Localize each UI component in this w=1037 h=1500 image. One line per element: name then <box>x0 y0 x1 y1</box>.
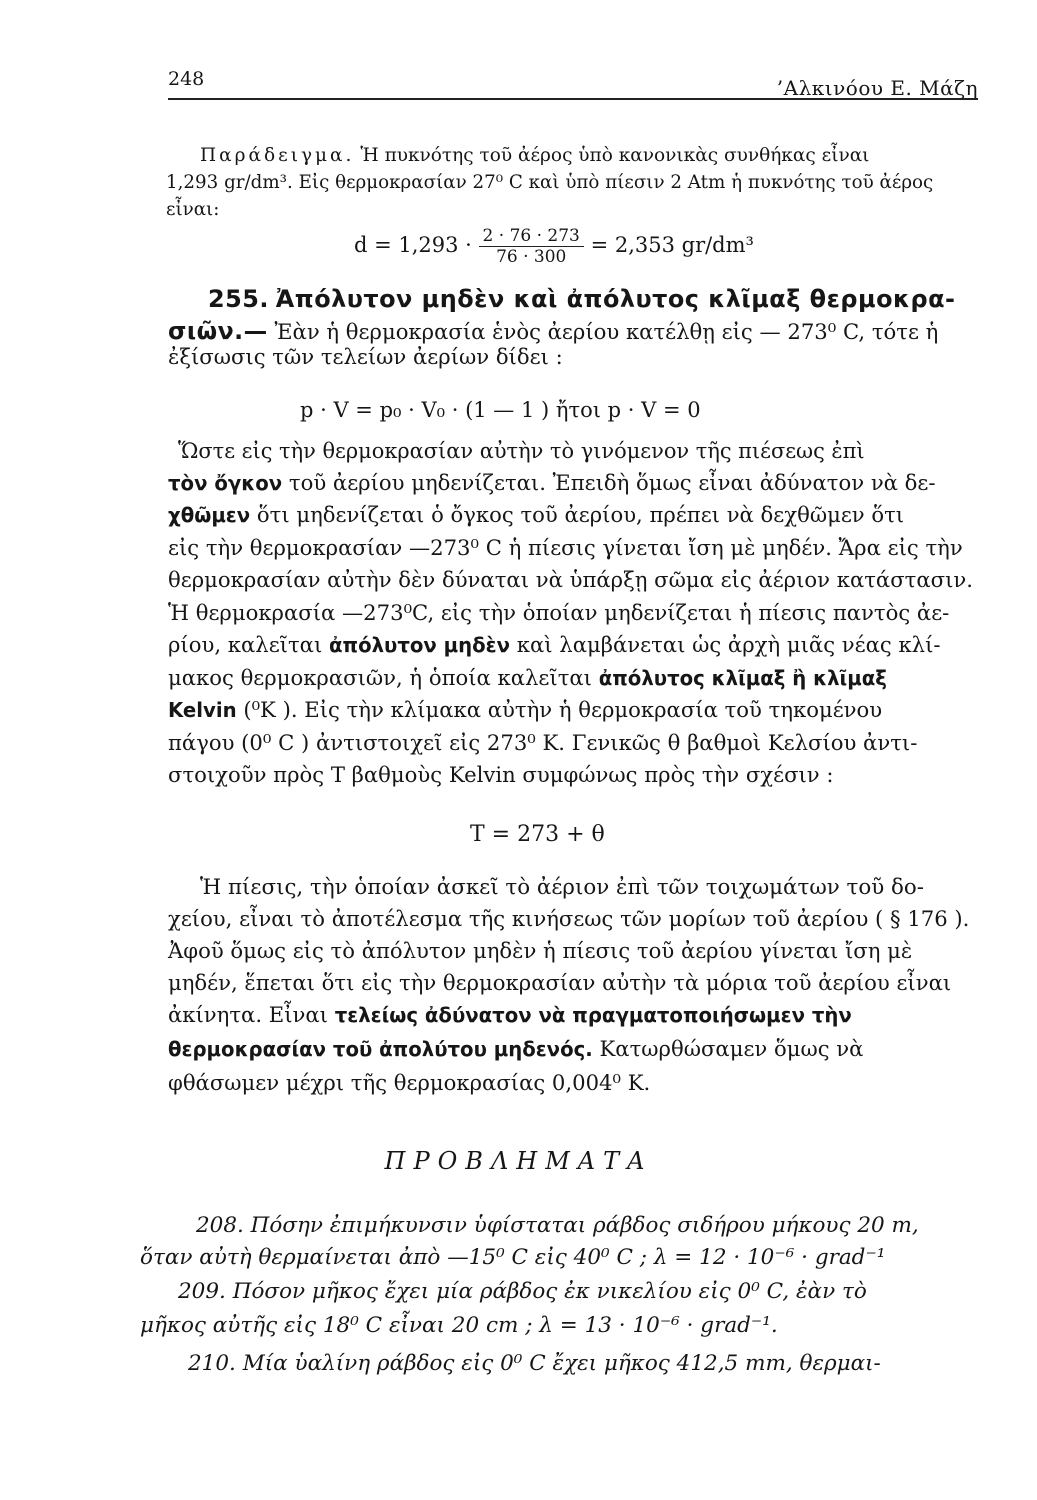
problem-208-line-1: 208. Πόσην ἐπιμήκυνσιν ὑφίσταται ράβδος σιδήρου μήκους 20 m, <box>196 1213 919 1238</box>
section-255-line-4: τὸν ὄγκον τοῦ ἀερίου μηδενίζεται. Ἐπειδὴ ὅμως εἶναι ἀδύνατον νὰ δε- <box>168 471 936 496</box>
example-line-2: 1,293 gr/dm³. Εἰς θερμοκρασίαν 27⁰ C καὶ ὑπὸ πίεσιν 2 Atm ἡ πυκνότης τοῦ ἀέρος <box>166 172 934 193</box>
problem-209-line-1: 209. Πόσον μῆκος ἔχει μία ράβδος ἐκ νικελίου εἰς 0⁰ C, ἐὰν τὸ <box>178 1279 867 1304</box>
section-255-heading: 255. Ἀπόλυτον μηδὲν καὶ ἀπόλυτος κλῖμαξ θερμοκρα- <box>208 285 956 313</box>
section-255-line-5: χθῶμεν ὅτι μηδενίζεται ὁ ὄγκος τοῦ ἀερίου, πρέπει νὰ δεχθῶμεν ὅτι <box>168 503 905 528</box>
section-255-line-19: θερμοκρασίαν τοῦ ἀπολύτου μηδενός. Κατωρθώσαμεν ὅμως νὰ <box>168 1037 864 1062</box>
running-head: ’Αλκινόου Ε. Μάζη <box>776 76 978 100</box>
problems-heading: ΠΡΟΒΛΗΜΑΤΑ <box>384 1147 653 1175</box>
example-line-3: εἶναι: <box>166 199 220 220</box>
section-255-line-17: μηδέν, ἕπεται ὅτι εἰς τὴν θερμοκρασίαν αὐτὴν τὰ μόρια τοῦ ἀερίου εἶναι <box>168 971 952 996</box>
page-header <box>168 62 978 102</box>
ideal-gas-equation: p · V = p₀ · V₀ · (1 — 1 ) ἤτοι p · V = 0 <box>300 398 701 422</box>
section-255-line-15: χείου, εἶναι τὸ ἀποτέλεσμα τῆς κινήσεως τῶν μορίων τοῦ ἀερίου ( § 176 ). <box>168 907 970 932</box>
density-equation: d = 1,293 · $\frac{2 \cdot 76 \cdot 273}{76 \cdot 300}$ = 2,353 gr/dm³ <box>354 226 754 267</box>
problem-209-line-2: μῆκος αὐτῆς εἰς 18⁰ C εἶναι 20 cm ; λ = 13 · 10⁻⁶ · grad⁻¹. <box>140 1313 778 1338</box>
section-255-line-20: φθάσωμεν μέχρι τῆς θερμοκρασίας 0,004⁰ K. <box>168 1071 651 1096</box>
section-255-line-1: σιῶν.— Ἐὰν ἡ θερμοκρασία ἑνὸς ἀερίου κατέλθῃ εἰς — 273⁰ C, τότε ἡ <box>168 317 939 345</box>
problem-210-line-1: 210. Μία ὑαλίνη ράβδος εἰς 0⁰ C ἔχει μῆκος 412,5 mm, θερμαι- <box>188 1351 881 1376</box>
header-rule <box>168 98 978 100</box>
section-255-line-8: Ἡ θερμοκρασία —273⁰C, εἰς τὴν ὁποίαν μηδενίζεται ἡ πίεσις παντὸς ἀε- <box>168 601 950 626</box>
section-255-line-11: Kelvin (⁰K ). Εἰς τὴν κλίμακα αὐτὴν ἡ θερμοκρασία τοῦ τηκομένου <box>168 698 883 723</box>
section-255-line-7: θερμοκρασίαν αὐτὴν δὲν δύναται νὰ ὑπάρξῃ σῶμα εἰς ἀέριον κατάστασιν. <box>168 568 973 593</box>
problem-208-line-2: ὅταν αὐτὴ θερμαίνεται ἀπὸ —15⁰ C εἰς 40⁰ C ; λ = 12 · 10⁻⁶ · grad⁻¹ <box>140 1245 886 1270</box>
example-line-1: Παράδειγμα. Ἡ πυκνότης τοῦ ἀέρος ὑπὸ κανονικὰς συνθήκας εἶναι <box>200 145 870 166</box>
section-255-line-6: εἰς τὴν θερμοκρασίαν —273⁰ C ἡ πίεσις γίνεται ἴση μὲ μηδέν. Ἄρα εἰς τὴν <box>168 536 963 561</box>
section-255-line-9: ρίου, καλεῖται ἀπόλυτον μηδὲν καὶ λαμβάνεται ὡς ἀρχὴ μιᾶς νέας κλί- <box>168 633 941 658</box>
section-255-line-16: Ἀφοῦ ὅμως εἰς τὸ ἀπόλυτον μηδὲν ἡ πίεσις τοῦ ἀερίου γίνεται ἴση μὲ <box>168 939 913 964</box>
section-255-line-10: μακος θερμοκρασιῶν, ἡ ὁποία καλεῖται ἀπόλυτος κλῖμαξ ἢ κλῖμαξ <box>168 666 887 691</box>
kelvin-equation: T = 273 + θ <box>470 822 605 847</box>
section-255-line-14: Ἡ πίεσις, τὴν ὁποίαν ἀσκεῖ τὸ ἀέριον ἐπὶ τῶν τοιχωμάτων τοῦ δο- <box>200 875 924 900</box>
section-255-line-2: ἐξίσωσις τῶν τελείων ἀερίων δίδει : <box>168 345 563 370</box>
example-label: Παράδειγμα. <box>200 145 355 166</box>
section-255-line-18: ἀκίνητα. Εἶναι τελείως ἀδύνατον νὰ πραγματοποιήσωμεν τὴν <box>168 1003 852 1028</box>
section-255-line-3: Ὥστε εἰς τὴν θερμοκρασίαν αὐτὴν τὸ γινόμενον τῆς πιέσεως ἐπὶ <box>178 439 865 464</box>
section-255-line-13: στοιχοῦν πρὸς T βαθμοὺς Kelvin συμφώνως πρὸς τὴν σχέσιν : <box>168 763 834 788</box>
page-number: 248 <box>168 68 205 90</box>
density-fraction: $\frac{2 \cdot 76 \cdot 273}{76 \cdot 300}$ <box>479 226 584 267</box>
section-255-line-12: πάγου (0⁰ C ) ἀντιστοιχεῖ εἰς 273⁰ K. Γενικῶς θ βαθμοὶ Κελσίου ἀντι- <box>168 731 918 756</box>
